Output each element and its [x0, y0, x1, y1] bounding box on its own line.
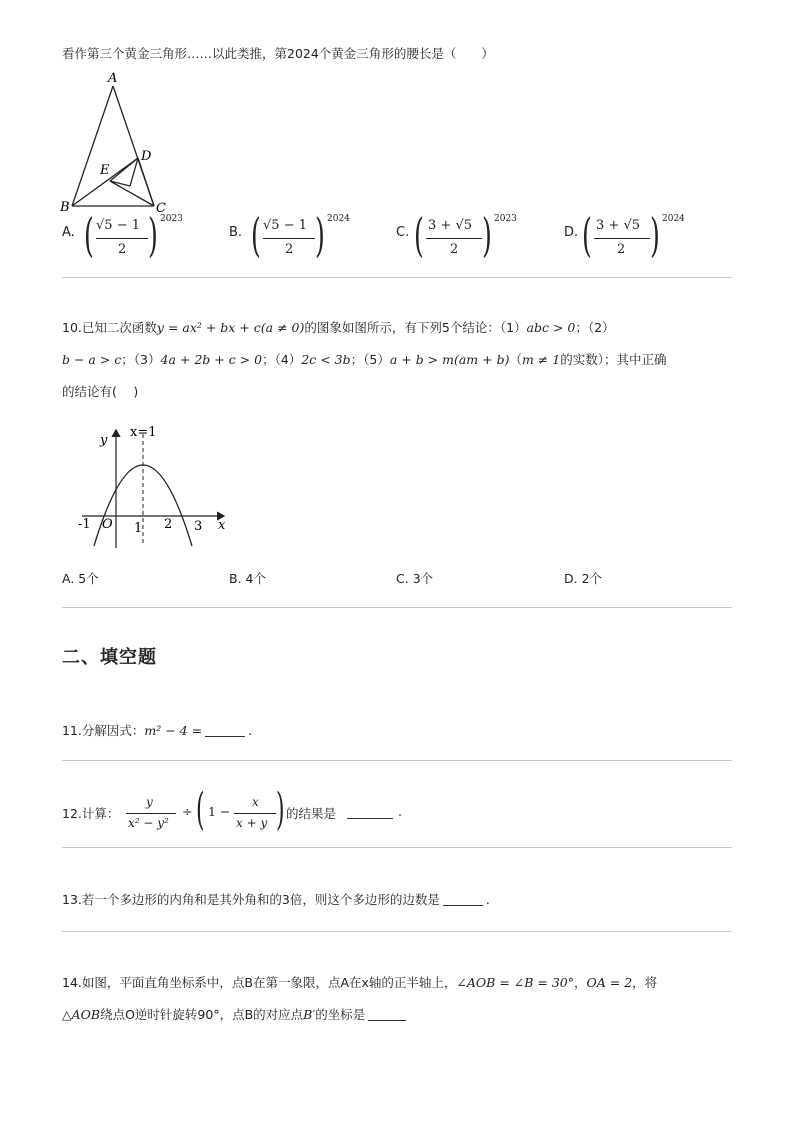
option-label: D.: [564, 225, 579, 240]
q9-stem: 看作第三个黄金三角形……以此类推，第2024个黄金三角形的腰长是（ ）: [62, 46, 494, 61]
q12-fraction-1-numerator: y: [146, 795, 153, 809]
x-axis-label: x: [218, 518, 226, 533]
exponent: 2024: [662, 214, 685, 224]
edge-ab: [72, 86, 113, 206]
q12-fraction-2-bar: [234, 813, 276, 814]
fraction-numerator: √5 − 1: [263, 218, 308, 233]
q9-golden-triangle-figure: [60, 70, 180, 215]
fraction-numerator: √5 − 1: [96, 218, 141, 233]
q10-option-a[interactable]: A. 5个: [62, 571, 99, 586]
q11-answer-blank[interactable]: [205, 736, 245, 737]
fraction-denominator: 2: [617, 242, 626, 257]
fraction-denominator: 2: [118, 242, 127, 257]
q9-option-a[interactable]: [62, 208, 212, 272]
q10-line-2: b − a > c；（3）4a + 2b + c > 0；（4）2c < 3b；（5）a + b > m(am + b)（m ≠ 1的实数）；其中正确: [62, 352, 667, 367]
left-paren: (: [84, 208, 94, 262]
option-label: B.: [229, 225, 243, 240]
q12-fraction-2-denominator: x + y: [236, 816, 268, 830]
left-paren: (: [251, 208, 261, 262]
symmetry-line-label: x=1: [130, 425, 157, 440]
fraction-denominator: 2: [450, 242, 459, 257]
q12-left-paren: (: [196, 784, 205, 835]
fraction-bar: [263, 238, 315, 239]
q11: 11.分解因式：m² − 4 = .: [62, 723, 253, 738]
vertex-e-label: E: [100, 163, 110, 178]
divider: [62, 760, 732, 761]
q14-line-2: △AOB绕点O逆时针旋转90°，点B的对应点B′的坐标是: [62, 1005, 409, 1023]
tick-label-1: 1: [134, 521, 143, 536]
exponent: 2024: [327, 214, 350, 224]
q12-fraction-1-bar: [126, 813, 176, 814]
q12-suffix: 的结果是: [286, 806, 337, 821]
q12-divide-sign: ÷: [182, 804, 193, 819]
right-paren: ): [315, 208, 325, 262]
divider: [62, 847, 732, 848]
fraction-numerator: 3 + √5: [428, 218, 473, 233]
fraction-bar: [426, 238, 482, 239]
right-paren: ): [148, 208, 158, 262]
fraction-numerator: 3 + √5: [596, 218, 641, 233]
q12-fraction-2-numerator: x: [252, 795, 259, 809]
q9-option-d[interactable]: [564, 208, 714, 272]
divider: [62, 607, 732, 608]
vertex-c-label: C: [156, 201, 166, 215]
q10-option-c[interactable]: C. 3个: [396, 571, 434, 586]
q9-option-b[interactable]: [229, 208, 379, 272]
exponent: 2023: [160, 214, 183, 224]
divider: [62, 931, 732, 932]
q9-option-c[interactable]: [396, 208, 546, 272]
q14-line-1: 14.如图，平面直角坐标系中，点B在第一象限，点A在x轴的正半轴上，∠AOB = ∠B = 30°，OA = 2，将: [62, 975, 658, 990]
q12-prefix: 12.计算：: [62, 806, 120, 821]
y-axis-label: y: [100, 433, 108, 448]
edge-ed: [110, 158, 138, 181]
origin-label: O: [102, 517, 113, 532]
left-paren: (: [582, 208, 592, 262]
q13: 13.若一个多边形的内角和是其外角和的3倍，则这个多边形的边数是 .: [62, 892, 490, 907]
q12-one-minus: 1 −: [208, 804, 231, 819]
q12-right-paren: ): [276, 784, 285, 835]
vertex-a-label: A: [108, 71, 118, 86]
q12-end: .: [398, 804, 402, 819]
q12-fraction-1-denominator: x² − y²: [128, 816, 169, 830]
tick-label-neg1: -1: [78, 517, 91, 532]
fraction-bar: [96, 238, 148, 239]
q12: [62, 784, 462, 836]
q13-answer-blank[interactable]: [443, 905, 483, 906]
vertex-b-label: B: [60, 200, 70, 215]
q12-answer-blank[interactable]: [347, 806, 393, 819]
q10-line-1: 10.已知二次函数y = ax² + bx + c(a ≠ 0)的图象如图所示，有下列5个结论：（1）abc > 0；（2）: [62, 320, 615, 335]
fraction-bar: [594, 238, 650, 239]
q14-answer-blank[interactable]: [368, 1020, 406, 1021]
q10-option-d[interactable]: D. 2个: [564, 571, 603, 586]
fraction-denominator: 2: [285, 242, 294, 257]
edge-inner-1: [110, 181, 130, 186]
option-label: C.: [396, 225, 410, 240]
section-heading: 二、填空题: [62, 647, 157, 668]
right-paren: ): [482, 208, 492, 262]
tick-label-3: 3: [194, 519, 203, 534]
option-label: A.: [62, 225, 75, 240]
q10-option-b[interactable]: B. 4个: [229, 571, 266, 586]
tick-label-2: 2: [164, 517, 173, 532]
q10-line-3: 的结论有( ): [62, 384, 139, 399]
q10-parabola-graph: [74, 420, 234, 555]
exponent: 2023: [494, 214, 517, 224]
divider: [62, 277, 732, 278]
left-paren: (: [414, 208, 424, 262]
right-paren: ): [650, 208, 660, 262]
vertex-d-label: D: [141, 149, 152, 164]
